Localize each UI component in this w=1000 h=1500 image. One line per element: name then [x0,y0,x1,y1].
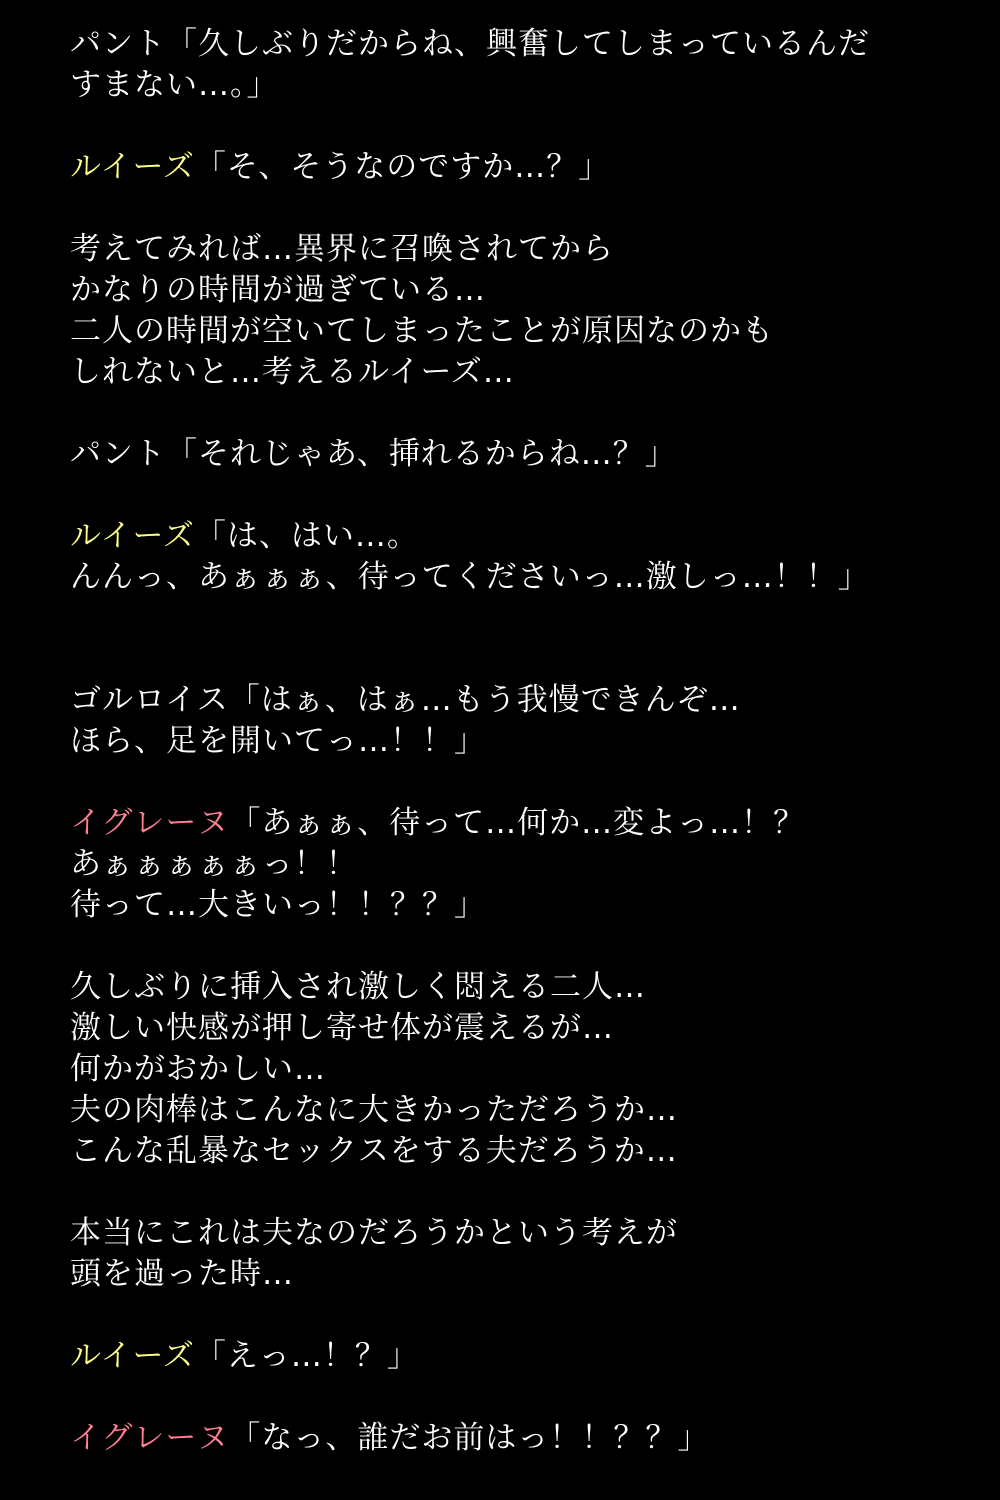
speaker-name: イグレーヌ [70,1420,230,1456]
spacer [70,1377,970,1418]
dialogue-line: すまない…。」 [70,67,279,103]
narration-line: かなりの時間が過ぎている… [70,272,486,308]
narration-line: 久しぶりに挿入され激しく悶える二人… [70,969,646,1005]
dialogue-line: 待って…大きいっ！！？？」 [70,887,486,923]
narration-line: こんな乱暴なセックスをする夫だろうか… [70,1133,678,1169]
spacer [70,188,970,229]
spacer [70,475,970,516]
narration-line: 夫の肉棒はこんなに大きかっただろうか… [70,1092,678,1128]
speaker-name: ルイーズ [70,518,195,554]
spacer [70,598,970,680]
spacer [70,762,970,803]
dialogue-line [70,516,970,557]
narration-line: 何かがおかしい… [70,1051,326,1087]
dialogue-text: 「あぁぁ、待って…何か…変よっ…！？ [229,805,806,841]
dialogue-line [70,434,970,475]
narration-line: しれないと…考えるルイーズ… [70,354,515,390]
spacer [70,393,970,434]
dialogue-line [70,803,970,844]
narration-line: 頭を過った時… [70,1256,294,1292]
narration-line: 激しい快感が押し寄せ体が震えるが… [70,1010,614,1046]
spacer [70,1172,970,1213]
dialogue-line: あぁぁぁぁぁっ！！ [70,846,358,882]
dialogue-text: 「はぁ、はぁ…もう我慢できんぞ… [228,682,741,718]
narration-line: 本当にこれは夫なのだろうかという考えが [70,1215,678,1251]
spacer [70,926,970,967]
speaker-name: パント [70,26,166,62]
dialogue-line [70,1336,970,1377]
narration-line: 二人の時間が空いてしまったことが原因なのかも [70,313,774,349]
spacer [70,106,970,147]
speaker-name: ルイーズ [70,1338,195,1374]
narration-line: 考えてみれば…異界に召喚されてから [70,231,614,267]
speaker-name: イグレーヌ [70,805,230,841]
dialogue-text: 「なっ、誰だお前はっ！！？？」 [229,1420,710,1456]
dialogue-text: 「えっ…！？」 [194,1338,419,1374]
dialogue-line [70,147,970,188]
dialogue-line [70,1418,970,1459]
dialogue-text: 「久しぶりだからね、興奮してしまっているんだ [166,26,870,62]
speaker-name: パント [70,436,166,472]
novel-text-page [70,24,970,1459]
dialogue-line: んんっ、あぁぁぁ、待ってくださいっ…激しっ…！！」 [70,559,870,595]
dialogue-line: ほら、足を開いてっ…！！」 [70,723,486,759]
dialogue-text: 「は、はい…。 [194,518,419,554]
speaker-name: ゴルロイス [70,682,229,718]
spacer [70,1295,970,1336]
dialogue-line [70,680,970,721]
dialogue-text: 「そ、そうなのですか…？」 [194,149,611,185]
dialogue-line [70,24,970,65]
dialogue-text: 「それじゃあ、挿れるからね…？」 [166,436,677,472]
speaker-name: ルイーズ [70,149,195,185]
